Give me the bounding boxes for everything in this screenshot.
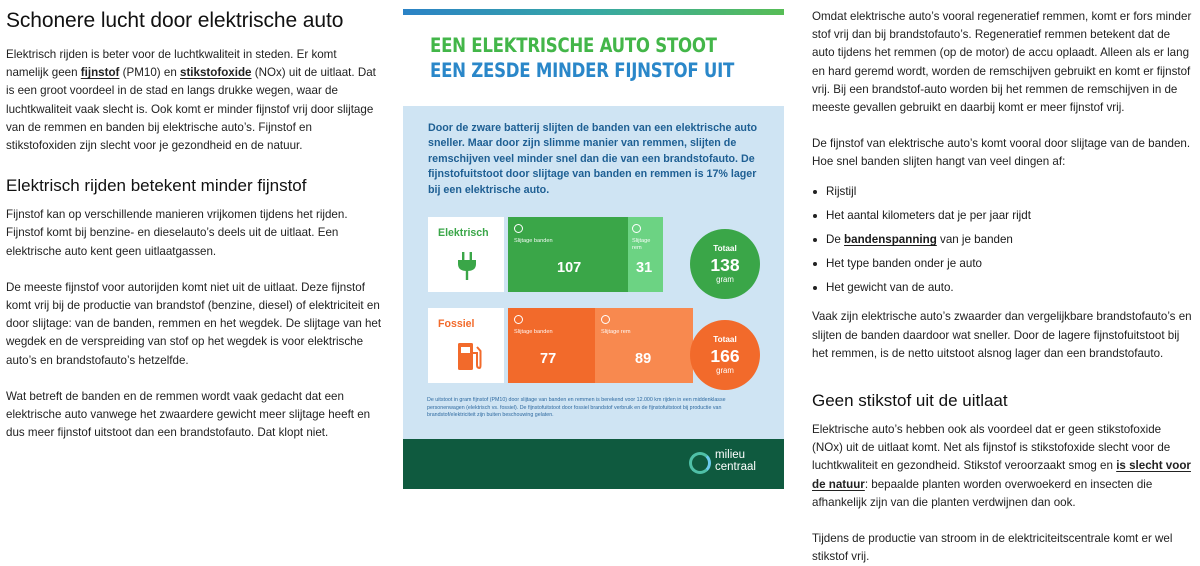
paragraph-fijnstof-production: De meeste fijnstof voor autorijden komt niet uit de uitlaat. Deze fijnstof komt vrij bij de productie van brandstof (benzine, diesel) of elektriciteit en door slijtage: van de banden, remmen en het wegdek. De slijtage van het wegdek en de verspreiding van stof op het wegdek is voor elektrische auto’s en brandstofauto’s hetzelfde.: [6, 280, 382, 367]
milieu-centraal-logo: milieu centraal: [715, 449, 756, 473]
paragraph-stikstof: Elektrische auto’s hebben ook als voordeel dat er geen stikstofoxide (NOx) uit de uitlaat komt. Net als fijnstof is stikstofoxide slecht voor de luchtkwaliteit en gezondheid. Stikstof veroorzaakt smog en is slecht voor de natuur: bepaalde planten worden overwoekerd en insecten die afhankelijk zijn van die planten verdwijnen dan ook.: [812, 422, 1191, 509]
paragraph-tire-wear: De fijnstof van elektrische auto’s komt vooral door slijtage van de banden. Hoe snel banden slijten hangt van veel dingen af:: [812, 137, 1191, 169]
brake-icon: [632, 224, 641, 233]
fossil-label: Fossiel: [438, 318, 475, 330]
bandenspanning-link[interactable]: bandenspanning: [844, 233, 937, 246]
infographic-intro: Door de zware batterij slijten de banden van een elektrische auto sneller. Maar door zijn slimme manier van remmen, slijten de remschijven veel minder snel dan die van een brandstofauto. De fijnstofuitstoot door slijtage van banden en remmen is 17% lager bij een elektrische auto.: [428, 122, 758, 196]
fuel-pump-icon: [455, 341, 483, 378]
electric-brakes-bar: Slijtage rem 31: [628, 217, 663, 292]
electric-label-box: [428, 217, 504, 292]
list-item: Het type banden onder je auto: [812, 256, 1194, 272]
fijnstof-link[interactable]: fijnstof: [80, 66, 120, 80]
fossil-label-box: [428, 308, 504, 383]
paragraph-weight: Vaak zijn elektrische auto’s zwaarder dan vergelijkbare brandstofauto’s en slijten de banden daardoor wat sneller. Door de lagere fijnstofuitstoot bij het remmen, is de netto uitstoot alsnog lager dan een brandstofauto.: [812, 310, 1192, 360]
infographic-footnote: De uitstoot in gram fijnstof (PM10) door slijtage van banden en remmen is berekend voor 12.000 km rijden in een middenklasse personenwagen (elektrisch vs. fossiel). De fijnstofuitstoot door fossiel brandstof verbruik en de fijnstofuitstoot bij productie van brandstof/elektriciteit zijn buiten beschouwing gelaten.: [427, 397, 726, 419]
fossil-total-circle: Totaal 166 gram: [690, 320, 760, 390]
fossil-tires-bar: Slijtage banden 77: [508, 308, 595, 383]
fossil-brakes-bar: Slijtage rem 89: [595, 308, 693, 383]
electric-total-circle: Totaal 138 gram: [690, 229, 760, 299]
list-item: De bandenspanning van je banden: [812, 232, 1194, 248]
paragraph-tires-brakes: Wat betreft de banden en de remmen wordt vaak gedacht dat een elektrische auto vanwege het zwaardere gewicht meer slijtage heeft en dus meer fijnstof uitstoot dan een brandstofauto. Dat klopt niet.: [6, 389, 371, 440]
infographic-footer: [403, 439, 784, 489]
article-right-column: [812, 8, 1194, 566]
tire-wear-factors-list: [812, 184, 1194, 297]
paragraph-regenerative-braking: Omdat elektrische auto’s vooral regeneratief remmen, komt er fors minder stof vrij dan bij brandstofauto’s. Regeneratief remmen betekent dat de auto tijdens het remmen (op de motor) de accu oplaadt. Alleen als er lang en hard geremd wordt, worden de remschijven gebruikt en komt er fijnstof vrij. Bij een brandstof-auto worden bij het remmen de remschijven in de meeste gevallen gebruikt en daarbij komt er meer fijnstof vrij.: [812, 10, 1192, 115]
intro-paragraph: Elektrisch rijden is beter voor de luchtkwaliteit in steden. Er komt namelijk geen fijnstof (PM10) en stikstofoxide (NOx) uit de uitlaat. Dat is een groot voordeel in de stad en langs drukke wegen, waar de luchtkwaliteit vaak slecht is. Ook komt er minder fijnstof vrij door slijtage van de remmen en banden bij elektrische auto’s. Fijnstof en stikstofoxiden zijn slecht voor je gezondheid en de natuur.: [6, 48, 376, 153]
electric-row: [428, 217, 693, 292]
infographic: [403, 9, 784, 489]
infographic-title: EEN ELEKTRISCHE AUTO STOOT EEN ZESDE MINDER FIJNSTOF UIT: [430, 34, 735, 82]
electric-label: Elektrisch: [438, 227, 489, 239]
section-heading-fijnstof: Elektrisch rijden betekent minder fijnstof: [6, 176, 307, 196]
fossil-row: [428, 308, 693, 383]
list-item: Het aantal kilometers dat je per jaar rijdt: [812, 208, 1194, 224]
page-title: Schonere lucht door elektrische auto: [6, 9, 344, 32]
tire-icon: [514, 315, 523, 324]
infographic-gradient-bar: [403, 9, 784, 15]
article-left-column: [6, 8, 382, 442]
stikstofoxide-link[interactable]: stikstofoxide: [180, 66, 252, 80]
tire-icon: [514, 224, 523, 233]
section-heading-stikstof: Geen stikstof uit de uitlaat: [812, 390, 1008, 410]
paragraph-fijnstof-sources: Fijnstof kan op verschillende manieren vrijkomen tijdens het rijden. Fijnstof komt bij benzine- en dieselauto’s deels uit de uitlaat. Een elektrische auto kent geen uitlaatgassen.: [6, 208, 348, 258]
electric-tires-bar: Slijtage banden 107: [508, 217, 628, 292]
brake-icon: [601, 315, 610, 324]
milieu-centraal-logo-icon: [689, 452, 711, 474]
plug-icon: [455, 250, 479, 287]
paragraph-power-plant: Tijdens de productie van stroom in de elektriciteitscentrale komt er wel stikstof vrij.: [812, 532, 1173, 564]
list-item: Het gewicht van de auto.: [812, 280, 1194, 296]
list-item: Rijstijl: [812, 184, 1194, 200]
slecht-voor-natuur-link[interactable]: is slecht voor de natuur: [812, 459, 1191, 491]
infographic-panel: [403, 106, 784, 439]
